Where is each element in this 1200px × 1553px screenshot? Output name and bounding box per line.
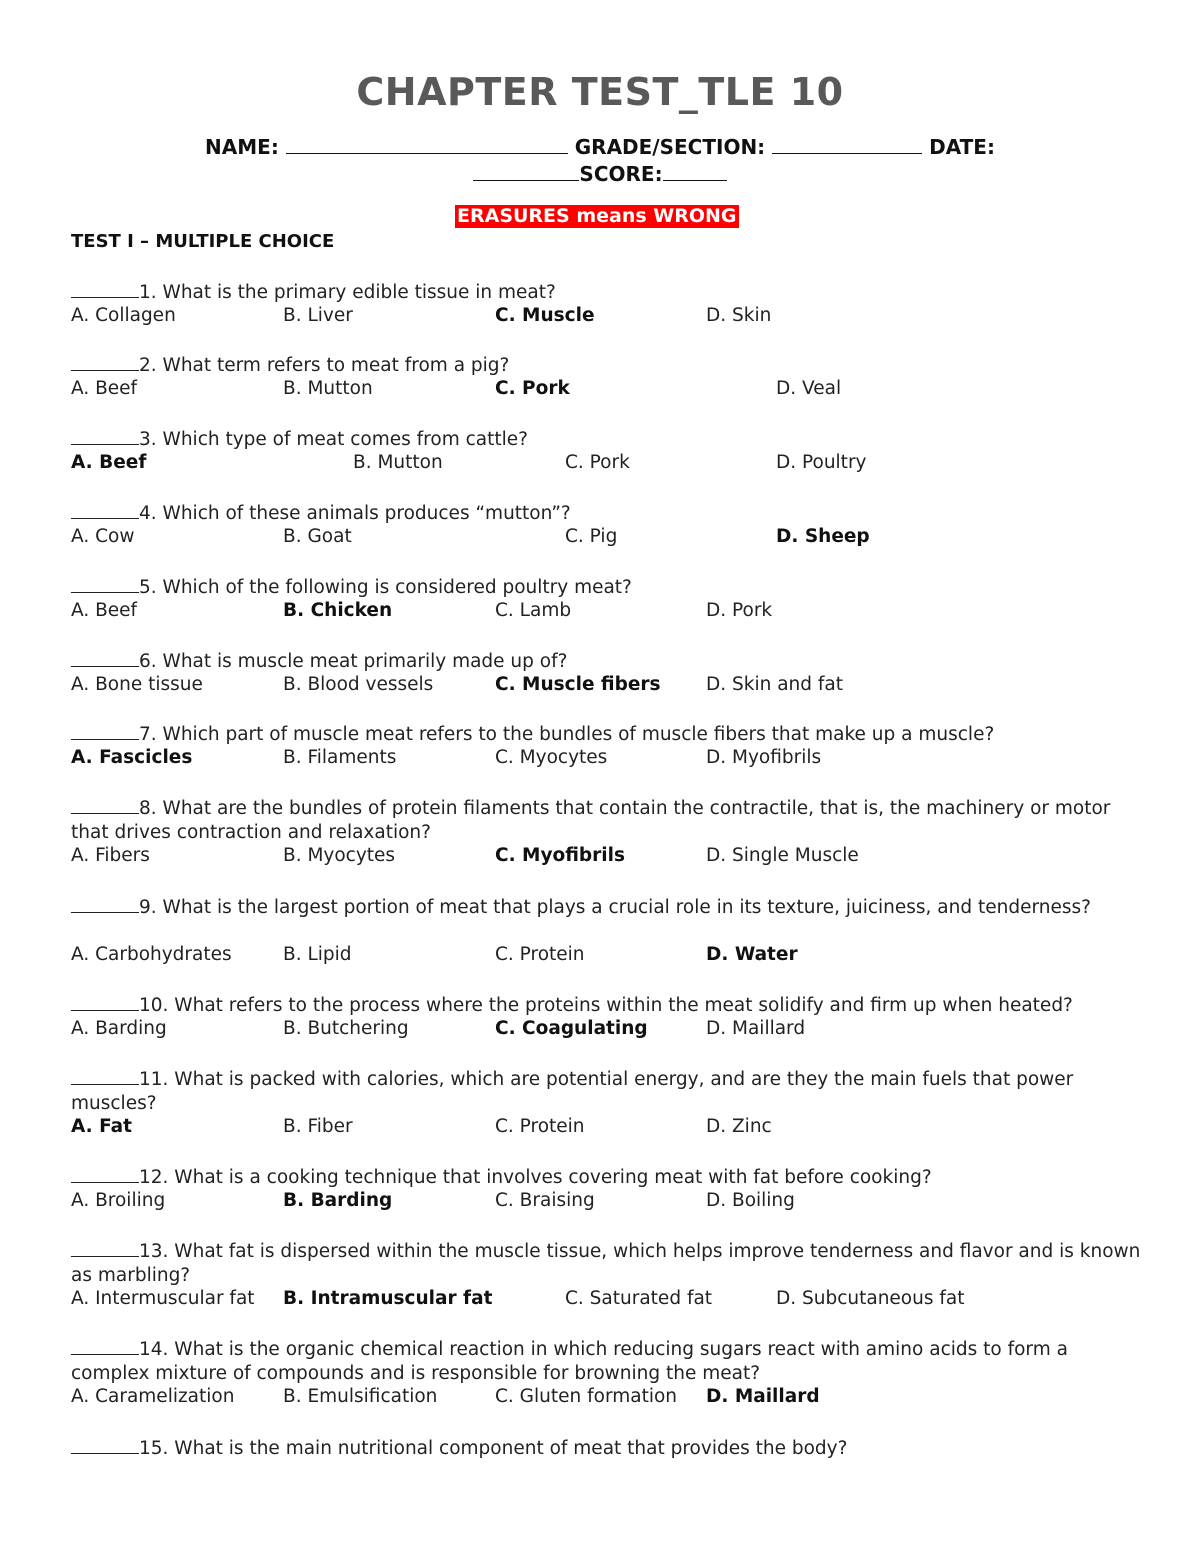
question-5 bbox=[71, 574, 1141, 600]
question-10 bbox=[71, 992, 1141, 1018]
question-14 bbox=[71, 1336, 1141, 1386]
answer-blank[interactable] bbox=[71, 1066, 139, 1085]
grade-section-blank[interactable] bbox=[772, 135, 922, 154]
option-d: D. Skin and fat bbox=[706, 673, 843, 695]
name-blank[interactable] bbox=[286, 135, 568, 154]
question-text: 10. What refers to the process where the proteins within the meat solidify and firm up when heated? bbox=[139, 995, 1073, 1016]
option-c: C. Lamb bbox=[495, 599, 572, 621]
option-b: B. Mutton bbox=[283, 377, 373, 399]
option-c: C. Braising bbox=[495, 1189, 595, 1211]
option-d-answer: D. Water bbox=[706, 944, 798, 965]
name-label: NAME: bbox=[205, 135, 279, 159]
option-b: B. Emulsification bbox=[283, 1386, 438, 1407]
question-12 bbox=[71, 1164, 1141, 1190]
option-d-answer: D. Maillard bbox=[706, 1386, 820, 1407]
answer-blank[interactable] bbox=[71, 500, 139, 519]
option-a: A. Beef bbox=[71, 377, 138, 399]
question-4 bbox=[71, 500, 1141, 526]
question-15 bbox=[71, 1435, 1141, 1461]
option-c: C. Myocytes bbox=[495, 746, 608, 768]
question-text: 6. What is muscle meat primarily made up of? bbox=[139, 651, 568, 672]
option-a: A. Collagen bbox=[71, 304, 176, 326]
option-c: C. Protein bbox=[495, 944, 585, 965]
option-b: B. Fiber bbox=[283, 1116, 353, 1137]
student-info-line bbox=[0, 135, 1200, 159]
option-c: C. Pig bbox=[565, 525, 618, 547]
option-c-answer: C. Pork bbox=[495, 377, 570, 399]
answer-blank[interactable] bbox=[71, 894, 139, 913]
date-label: DATE: bbox=[929, 135, 995, 159]
option-b: B. Liver bbox=[283, 304, 353, 326]
question-9 bbox=[71, 894, 1141, 920]
question-text: 12. What is a cooking technique that involves covering meat with fat before cooking? bbox=[139, 1167, 932, 1188]
option-d: D. Zinc bbox=[706, 1116, 772, 1137]
answer-blank[interactable] bbox=[71, 1435, 139, 1454]
question-text: 8. What are the bundles of protein filaments that contain the contractile, that is, the machinery or motor that drives contraction and relaxation? bbox=[71, 798, 1111, 843]
option-a: A. Bone tissue bbox=[71, 673, 203, 695]
option-c: C. Gluten formation bbox=[495, 1386, 678, 1407]
option-a: A. Carbohydrates bbox=[71, 944, 232, 965]
question-11 bbox=[71, 1066, 1141, 1116]
option-c-answer: C. Myofibrils bbox=[495, 845, 625, 866]
question-2 bbox=[71, 352, 1141, 378]
erasure-warning: ERASURES means WRONG bbox=[457, 205, 737, 227]
question-13 bbox=[71, 1238, 1141, 1288]
option-a: A. Intermuscular fat bbox=[71, 1288, 255, 1309]
question-text: 14. What is the organic chemical reaction in which reducing sugars react with amino acids to form a complex mixture of compounds and is responsible for browning the meat? bbox=[71, 1339, 1068, 1384]
option-d: D. Skin bbox=[706, 304, 772, 326]
answer-blank[interactable] bbox=[71, 1238, 139, 1257]
question-6 bbox=[71, 648, 1141, 674]
option-b: B. Butchering bbox=[283, 1017, 409, 1039]
question-1 bbox=[71, 279, 1141, 305]
answer-blank[interactable] bbox=[71, 992, 139, 1011]
option-a: A. Broiling bbox=[71, 1189, 166, 1211]
question-text: 4. Which of these animals produces “mutton”? bbox=[139, 503, 571, 524]
answer-blank[interactable] bbox=[71, 1164, 139, 1183]
question-text: 15. What is the main nutritional component of meat that provides the body? bbox=[139, 1438, 848, 1459]
grade-section-label: GRADE/SECTION: bbox=[574, 135, 766, 159]
option-a-answer: A. Beef bbox=[71, 451, 147, 473]
page-title: CHAPTER TEST_TLE 10 bbox=[356, 70, 844, 114]
option-b: B. Goat bbox=[283, 525, 352, 547]
option-b-answer: B. Intramuscular fat bbox=[283, 1288, 493, 1309]
option-d: D. Myofibrils bbox=[706, 746, 822, 768]
question-text: 7. Which part of muscle meat refers to the bundles of muscle fibers that make up a muscle? bbox=[139, 724, 995, 745]
option-c-answer: C. Muscle fibers bbox=[495, 673, 661, 695]
score-blank[interactable] bbox=[663, 162, 727, 181]
question-text: 11. What is packed with calories, which are potential energy, and are they the main fuels that power muscles? bbox=[71, 1069, 1074, 1114]
option-c: C. Protein bbox=[495, 1116, 585, 1137]
answer-blank[interactable] bbox=[71, 648, 139, 667]
option-a: A. Fibers bbox=[71, 845, 150, 866]
question-7 bbox=[71, 721, 1141, 747]
option-c: C. Pork bbox=[565, 451, 630, 473]
question-text: 1. What is the primary edible tissue in meat? bbox=[139, 282, 556, 303]
option-d: D. Maillard bbox=[706, 1017, 806, 1039]
test-heading: TEST I – MULTIPLE CHOICE bbox=[71, 231, 335, 252]
option-b: B. Filaments bbox=[283, 746, 397, 768]
option-b: B. Myocytes bbox=[283, 845, 396, 866]
question-text: 9. What is the largest portion of meat that plays a crucial role in its texture, juiciness, and tenderness? bbox=[139, 897, 1091, 918]
date-blank[interactable] bbox=[473, 162, 579, 181]
answer-blank[interactable] bbox=[71, 574, 139, 593]
option-c: C. Saturated fat bbox=[565, 1288, 713, 1309]
option-d: D. Pork bbox=[706, 599, 773, 621]
answer-blank[interactable] bbox=[71, 795, 139, 814]
question-text: 13. What fat is dispersed within the muscle tissue, which helps improve tenderness and flavor and is known as marbling? bbox=[71, 1241, 1141, 1286]
answer-blank[interactable] bbox=[71, 279, 139, 298]
option-a: A. Beef bbox=[71, 599, 138, 621]
answer-blank[interactable] bbox=[71, 1336, 139, 1355]
option-c-answer: C. Coagulating bbox=[495, 1017, 648, 1039]
option-a: A. Cow bbox=[71, 525, 135, 547]
option-d-answer: D. Sheep bbox=[776, 525, 870, 547]
option-d: D. Poultry bbox=[776, 451, 867, 473]
option-b: B. Mutton bbox=[353, 451, 443, 473]
option-a-answer: A. Fat bbox=[71, 1116, 133, 1137]
question-3 bbox=[71, 426, 1141, 452]
option-d: D. Subcutaneous fat bbox=[776, 1288, 965, 1309]
answer-blank[interactable] bbox=[71, 721, 139, 740]
option-b: B. Lipid bbox=[283, 944, 352, 965]
option-b-answer: B. Barding bbox=[283, 1189, 393, 1211]
option-d: D. Single Muscle bbox=[706, 845, 859, 866]
option-a-answer: A. Fascicles bbox=[71, 746, 193, 768]
option-c-answer: C. Muscle bbox=[495, 304, 595, 326]
question-text: 2. What term refers to meat from a pig? bbox=[139, 355, 510, 376]
answer-blank[interactable] bbox=[71, 426, 139, 445]
question-8 bbox=[71, 795, 1141, 845]
score-line bbox=[0, 162, 1200, 186]
option-a: A. Barding bbox=[71, 1017, 167, 1039]
option-d: D. Boiling bbox=[706, 1189, 795, 1211]
option-b: B. Blood vessels bbox=[283, 673, 434, 695]
option-a: A. Caramelization bbox=[71, 1386, 235, 1407]
question-text: 3. Which type of meat comes from cattle? bbox=[139, 429, 528, 450]
option-d: D. Veal bbox=[776, 377, 842, 399]
score-label: SCORE: bbox=[579, 162, 663, 186]
question-text: 5. Which of the following is considered poultry meat? bbox=[139, 577, 632, 598]
answer-blank[interactable] bbox=[71, 352, 139, 371]
option-b-answer: B. Chicken bbox=[283, 599, 393, 621]
